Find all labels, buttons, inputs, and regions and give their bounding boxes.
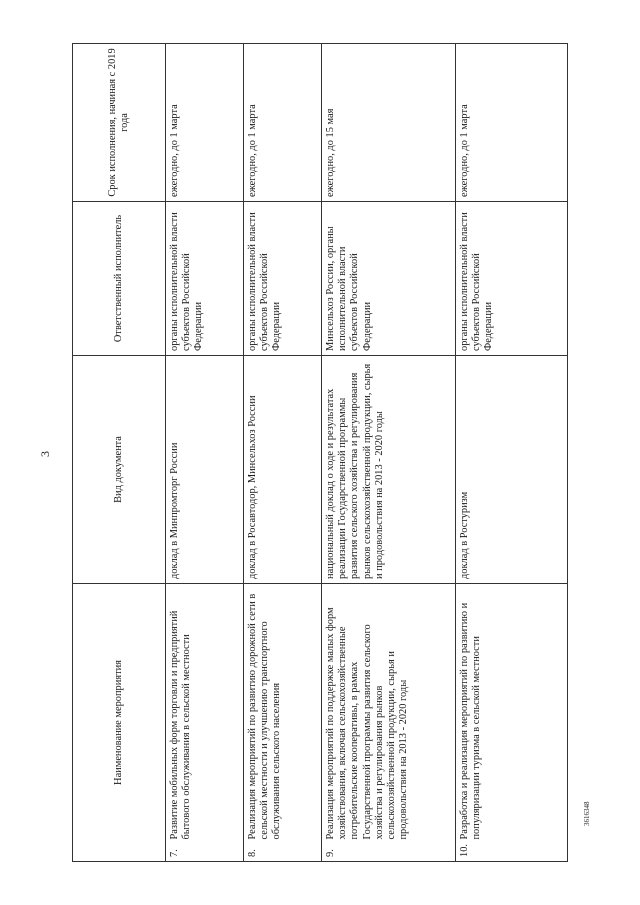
row-number: 10. [456, 844, 568, 862]
deadline: ежегодно, до 1 марта [244, 43, 322, 201]
row-number: 8. [244, 844, 322, 862]
header-document-type: Вид документа [73, 355, 166, 583]
row-number: 7. [166, 844, 244, 862]
event-name: Развитие мобильных форм торговли и предприятий бытового обслуживания в сельской местности [166, 583, 244, 843]
header-responsible: Ответственный исполнитель [73, 201, 166, 355]
table-row [244, 43, 322, 861]
header-deadline: Срок исполнения, начиная с 2019 года [73, 43, 166, 201]
rotated-table-page [72, 44, 561, 862]
event-name: Реализация мероприятий по развитию дорожной сети в сельской местности и улучшению транспортного обслуживания сельского населения [244, 583, 322, 843]
responsible-executor: органы исполнительной власти субъектов Российской Федерации [244, 201, 322, 355]
deadline: ежегодно, до 1 марта [456, 43, 568, 201]
table-row [166, 43, 244, 861]
responsible-executor: органы исполнительной власти субъектов Российской Федерации [456, 201, 568, 355]
document-type: национальный доклад о ходе и результатах реализации Государственной программы развития сельского хозяйства и регулирования рынков сельскохозяйственной продукции, сырья и продовольствия на 2013 - 2020 годы [322, 355, 456, 583]
document-code: 3616348 [583, 801, 591, 826]
deadline: ежегодно, до 1 марта [166, 43, 244, 201]
table-header-row [73, 43, 166, 861]
header-name: Наименование мероприятия [73, 583, 166, 861]
responsible-executor: органы исполнительной власти субъектов Российской Федерации [166, 201, 244, 355]
page-number: 3 [38, 451, 52, 457]
event-name: Разработка и реализация мероприятий по развитию и популяризации туризма в сельской местности [456, 583, 568, 843]
events-table [72, 43, 568, 862]
table-row [456, 43, 568, 861]
document-type: доклад в Ростуризм [456, 355, 568, 583]
row-number: 9. [322, 844, 456, 862]
event-name: Реализация мероприятий по поддержке малых форм хозяйствования, включая сельскохозяйственные потребительские кооперативы, в рамках Государственной программы развития сельского хозяйства и регулирования рынков сельскохозяйственной продукции, сырья и продовольствия на 2013 - 2020 годы [322, 583, 456, 843]
responsible-executor: Минсельхоз России, органы исполнительной власти субъектов Российской Федерации [322, 201, 456, 355]
table-row [322, 43, 456, 861]
deadline: ежегодно, до 15 мая [322, 43, 456, 201]
document-type: доклад в Росавтодор, Минсельхоз России [244, 355, 322, 583]
document-type: доклад в Минпромторг России [166, 355, 244, 583]
